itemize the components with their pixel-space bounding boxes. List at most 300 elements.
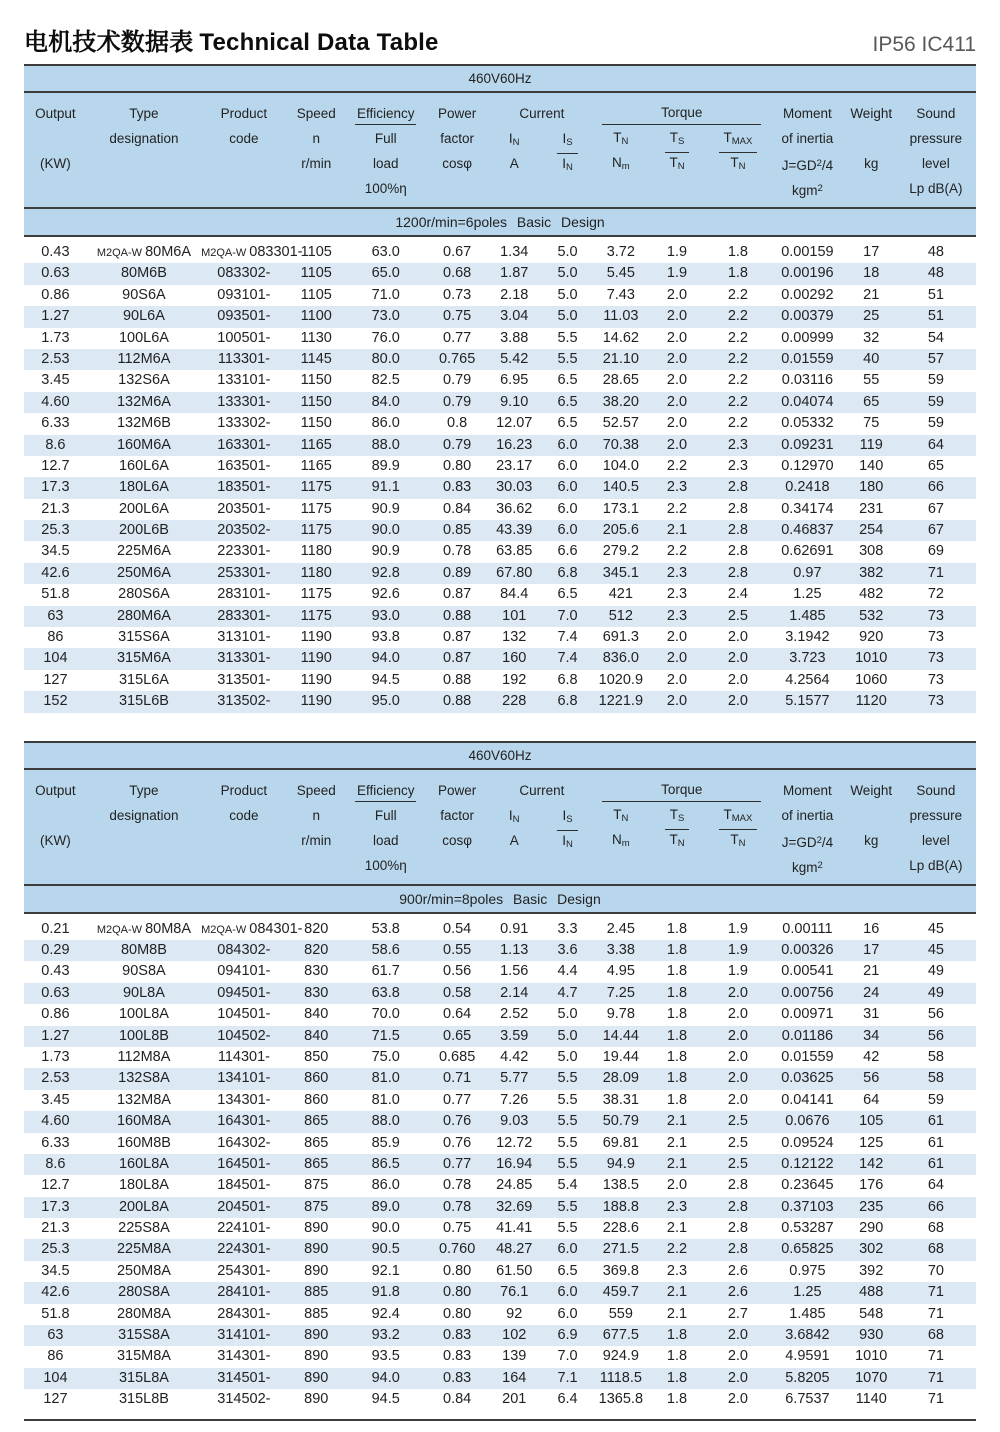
table-cell: 90.9	[371, 500, 400, 517]
table-cell: 2.3	[666, 1198, 688, 1215]
table-cell: 1105	[300, 244, 332, 260]
table-cell: 0.85	[443, 522, 472, 539]
table-cell: 160	[502, 650, 527, 667]
table-row	[24, 306, 976, 327]
table-row	[24, 1282, 976, 1303]
table-cell: 0.8	[447, 415, 468, 432]
table-cell: 924.9	[602, 1348, 639, 1365]
table-cell: 0.46837	[781, 522, 834, 539]
table-row	[24, 1261, 976, 1282]
table-cell: 68	[927, 1220, 944, 1237]
table-cell: 5.4	[557, 1177, 578, 1194]
table-cell: 1.34	[500, 244, 529, 260]
table-cell: 85.9	[371, 1134, 400, 1151]
table-cell: 42.6	[41, 564, 70, 581]
table-cell: 0.01186	[781, 1027, 834, 1044]
table-cell: 67	[927, 500, 944, 517]
table-cell: 2.2	[666, 543, 688, 560]
table-cell: 315L8B	[118, 1391, 169, 1408]
table-cell: 860	[304, 1091, 329, 1108]
table-cell: 163501-	[217, 457, 271, 474]
table-cell: 224301-	[217, 1241, 271, 1258]
table-cell: 2.0	[727, 629, 749, 646]
table-cell: 0.91	[500, 920, 529, 937]
table-cell: 677.5	[602, 1327, 639, 1344]
table-cell: 0.00999	[781, 329, 834, 346]
column-headers	[24, 770, 976, 884]
table-cell: 1.8	[666, 1327, 688, 1344]
table-cell: 512	[608, 607, 633, 624]
table-cell: 0.12122	[781, 1155, 834, 1172]
table-cell: 0.77	[443, 329, 472, 346]
table-cell: 80M8B	[120, 941, 167, 958]
spacer	[24, 126, 87, 151]
table-cell: 86	[47, 629, 64, 646]
table-cell: 382	[859, 564, 884, 581]
table-cell: 5.42	[500, 350, 529, 367]
table-cell: 5.5	[557, 1091, 578, 1108]
table-cell: 1.8	[666, 920, 688, 937]
table-cell: 1.8	[727, 265, 749, 282]
table-cell: 164301-	[217, 1113, 271, 1130]
table-cell: 2.6	[727, 1262, 749, 1279]
table-cell: 12.7	[41, 1177, 70, 1194]
table-cell: 6.0	[557, 1241, 578, 1258]
table-cell: 42	[863, 1048, 880, 1065]
table-cell: 9.03	[500, 1113, 529, 1130]
table-cell: 2.2	[727, 393, 749, 410]
title-chinese: 电机技术数据表	[24, 29, 194, 56]
table-cell: 0.83	[443, 479, 472, 496]
table-cell: 142	[859, 1155, 884, 1172]
table-cell: 92.4	[371, 1305, 400, 1322]
table-cell: 5.5	[557, 1070, 578, 1087]
table-cell: 133301-	[217, 393, 271, 410]
table-cell: 25	[863, 308, 880, 325]
table-cell: 3.723	[789, 650, 826, 667]
col-output-label: Output	[35, 106, 76, 121]
table-cell: 66	[927, 1198, 944, 1215]
table-cell: 0.765	[438, 350, 476, 367]
table-cell: 188.8	[602, 1198, 639, 1215]
table-cell: 392	[859, 1262, 884, 1279]
table-cell: 0.975	[789, 1262, 826, 1279]
table-cell: 81.0	[371, 1070, 400, 1087]
table-cell: 93.2	[371, 1327, 400, 1344]
table-cell: 201	[502, 1391, 527, 1408]
table-cell: 28.09	[602, 1070, 639, 1087]
table-cell: 345.1	[602, 564, 639, 581]
table-cell: 5.5	[557, 1113, 578, 1130]
table-cell: 19.44	[602, 1048, 639, 1065]
table-cell: 56	[927, 1027, 944, 1044]
table-cell: 21.10	[602, 350, 639, 367]
table-cell: M2QA-W 084301-	[201, 920, 303, 937]
table-cell: 1175	[300, 586, 332, 603]
table-cell: 1175	[300, 522, 332, 539]
table-cell: 223301-	[217, 543, 271, 560]
table-row	[24, 584, 976, 605]
table-cell: 084302-	[217, 941, 271, 958]
table-cell: 12.07	[496, 415, 533, 432]
table-cell: 1.9	[727, 941, 749, 958]
table-cell: 2.0	[727, 693, 749, 710]
table-cell: 2.0	[666, 350, 688, 367]
table-cell: 51.8	[41, 586, 70, 603]
table-cell: 314101-	[217, 1327, 271, 1344]
table-cell: 6.8	[557, 693, 578, 710]
table-cell: 94.0	[371, 650, 400, 667]
table-cell: 5.5	[557, 1220, 578, 1237]
table-cell: 152	[43, 693, 68, 710]
col-power-factor: Power factor cosφ	[437, 106, 477, 171]
table-cell: 38.20	[602, 393, 639, 410]
col-output	[24, 778, 87, 878]
table-cell: M2QA-W 80M8A	[96, 920, 192, 937]
table-cell: 100L8B	[118, 1027, 169, 1044]
table-cell: 25.3	[41, 1241, 70, 1258]
table-cell: 40	[863, 350, 880, 367]
table-cell: 1.8	[666, 1048, 688, 1065]
table-cell: 5.0	[557, 1048, 578, 1065]
table-cell: 6.4	[557, 1391, 578, 1408]
col-group-torque: Torque $T_N$ $N_m$ $T_S$ $T_N$ $T_{MAX}$ $T_N$	[595, 778, 768, 878]
table-cell: 225M6A	[116, 543, 171, 560]
table-cell: 280M6A	[116, 607, 171, 624]
table-cell: 71	[927, 1305, 944, 1322]
table-cell: 3.88	[500, 329, 529, 346]
col-torque-ratio-tmax: $T_{MAX}$ $T_N$	[707, 802, 768, 852]
table-cell: 083302-	[217, 265, 271, 282]
table-cell: 225M8A	[116, 1241, 171, 1258]
table-cell: 890	[304, 1241, 329, 1258]
table-cell: 0.68	[443, 265, 472, 282]
table-cell: 2.2	[727, 308, 749, 325]
table-row	[24, 1133, 976, 1154]
table-cell: 17.3	[41, 479, 70, 496]
table-cell: 094501-	[217, 984, 271, 1001]
table-cell: 73	[927, 629, 944, 646]
table-cell: 0.78	[443, 1177, 472, 1194]
spacer	[24, 803, 87, 828]
table-row	[24, 349, 976, 370]
table-cell: 5.0	[557, 1027, 578, 1044]
table-cell: 2.0	[666, 1177, 688, 1194]
table-row	[24, 961, 976, 982]
table-cell: 313501-	[217, 671, 271, 688]
table-cell: 63.8	[371, 984, 400, 1001]
table-cell: 2.1	[666, 1284, 688, 1301]
table-cell: 1060	[855, 671, 888, 688]
table-cell: 1.56	[500, 963, 529, 980]
table-cell: 2.0	[666, 693, 688, 710]
table-cell: 70	[927, 1262, 944, 1279]
table-cell: 532	[859, 607, 884, 624]
table-cell: 6.5	[557, 586, 578, 603]
table-cell: 2.7	[727, 1305, 749, 1322]
table-cell: 1.9	[727, 963, 749, 980]
table-cell: 2.4	[727, 586, 749, 603]
table-cell: 51	[927, 286, 944, 303]
table-cell: 2.0	[666, 329, 688, 346]
table-cell: 71	[927, 1284, 944, 1301]
table-cell: 6.33	[41, 415, 70, 432]
table-cell: 6.0	[557, 436, 578, 453]
table-row	[24, 242, 976, 263]
table-cell: 5.0	[557, 244, 578, 260]
table-cell: 0.03625	[781, 1070, 834, 1087]
table-cell: 0.23645	[781, 1177, 834, 1194]
table-cell: 59	[927, 1091, 944, 1108]
table-cell: 0.2418	[785, 479, 830, 496]
table-cell: 61	[927, 1134, 944, 1151]
table-cell: 3.04	[500, 308, 529, 325]
table-cell: 91.1	[371, 479, 400, 496]
table-cell: 80.0	[371, 350, 400, 367]
table-cell: 0.03116	[781, 372, 834, 389]
table-cell: 132	[502, 629, 527, 646]
table-cell: 6.0	[557, 522, 578, 539]
table-cell: 279.2	[602, 543, 639, 560]
table-cell: 1.485	[789, 607, 826, 624]
table-cell: 5.1577	[785, 693, 830, 710]
table-cell: 1.8	[666, 1391, 688, 1408]
table-row	[24, 648, 976, 669]
table-cell: 5.0	[557, 286, 578, 303]
table-cell: 5.45	[606, 265, 635, 282]
table-cell: 21.3	[41, 1220, 70, 1237]
table-cell: 76.1	[500, 1284, 529, 1301]
table-cell: 6.0	[557, 479, 578, 496]
table-cell: 1.485	[789, 1305, 826, 1322]
table-cell: 271.5	[602, 1241, 639, 1258]
table-cell: 1.9	[666, 244, 688, 260]
table-cell: 90.0	[371, 1220, 400, 1237]
table-cell: 0.64	[443, 1006, 472, 1023]
table-cell: 61	[927, 1155, 944, 1172]
table-cell: 65	[863, 393, 880, 410]
table-cell: 3.59	[500, 1027, 529, 1044]
table-cell: 3.6842	[785, 1327, 830, 1344]
pole-design-band: 1200r/min=6poles Basic Design	[24, 207, 976, 237]
table-cell: 68	[927, 1327, 944, 1344]
table-cell: 7.43	[606, 286, 635, 303]
table-cell: 1190	[300, 650, 332, 667]
table-cell: 1.73	[41, 329, 70, 346]
table-cell: 314501-	[217, 1369, 271, 1386]
table-cell: 93.8	[371, 629, 400, 646]
table-row	[24, 392, 976, 413]
table-row	[24, 1026, 976, 1047]
table-cell: 1020.9	[598, 671, 644, 688]
col-current-ratio: $I_S$ $I_N$	[540, 126, 595, 176]
table-cell: 4.2564	[785, 671, 830, 688]
table-cell: 0.63	[41, 984, 70, 1001]
table-cell: 32	[863, 329, 880, 346]
col-moment-of-inertia: Moment of inertia $J=GD^2/4$ kgm$^2$	[781, 782, 834, 875]
table-cell: 225S8A	[118, 1220, 170, 1237]
col-output-unit: (KW)	[40, 156, 71, 171]
table-cell: 2.2	[727, 350, 749, 367]
table-cell: 2.53	[41, 1070, 70, 1087]
table-cell: 17	[863, 941, 880, 958]
table-cell: 228.6	[602, 1220, 639, 1237]
table-cell: 41.41	[496, 1220, 533, 1237]
table-cell: 0.43	[41, 244, 70, 260]
table-cell: 90S6A	[122, 286, 166, 303]
table-cell: 865	[304, 1113, 329, 1130]
table-cell: 48	[927, 244, 944, 260]
table-cell: 57	[927, 350, 944, 367]
table-body	[24, 237, 976, 713]
table-cell: 0.685	[438, 1048, 476, 1065]
table-cell: 283301-	[217, 607, 271, 624]
table-cell: 16.94	[496, 1155, 533, 1172]
table-row	[24, 328, 976, 349]
table-cell: 88.0	[371, 1113, 400, 1130]
table-cell: 204501-	[217, 1198, 271, 1215]
table-cell: 6.0	[557, 1305, 578, 1322]
table-cell: 2.3	[666, 1262, 688, 1279]
table-cell: 17.3	[41, 1198, 70, 1215]
table-cell: 0.75	[443, 308, 472, 325]
table-cell: 104502-	[217, 1027, 271, 1044]
table-cell: 2.3	[727, 436, 749, 453]
table-cell: 61.50	[496, 1262, 533, 1279]
table-cell: 48.27	[496, 1241, 533, 1258]
table-cell: 100L8A	[118, 1006, 169, 1023]
table-cell: 5.5	[557, 329, 578, 346]
col-output-label: Output	[35, 782, 76, 798]
table-row	[24, 263, 976, 284]
table-row	[24, 285, 976, 306]
table-cell: 5.0	[557, 1006, 578, 1023]
table-cell: 3.45	[41, 372, 70, 389]
table-cell: 6.8	[557, 671, 578, 688]
table-cell: 0.67	[443, 244, 472, 260]
table-cell: 164	[502, 1369, 527, 1386]
table-cell: 1.73	[41, 1048, 70, 1065]
table-cell: 0.37103	[781, 1198, 834, 1215]
table-cell: 90.9	[371, 543, 400, 560]
table-cell: 132S6A	[118, 372, 170, 389]
table-cell: 1180	[300, 564, 332, 581]
table-cell: 2.5	[727, 607, 749, 624]
table-cell: 2.14	[500, 984, 529, 1001]
table-cell: 2.0	[666, 650, 688, 667]
table-cell: 224101-	[217, 1220, 271, 1237]
table-cell: 6.33	[41, 1134, 70, 1151]
table-cell: 0.80	[443, 1262, 472, 1279]
table-cell: 59	[927, 372, 944, 389]
table-cell: 1010	[855, 650, 888, 667]
model-prefix: M2QA-W	[96, 247, 143, 259]
table-cell: 0.01559	[781, 350, 834, 367]
table-cell: 830	[304, 984, 329, 1001]
table-cell: 840	[304, 1006, 329, 1023]
table-cell: 0.88	[443, 693, 472, 710]
table-cell: 132M6A	[116, 393, 171, 410]
table-cell: 1.8	[666, 1070, 688, 1087]
table-cell: 45	[927, 920, 944, 937]
table-row	[24, 499, 976, 520]
table-cell: 5.0	[557, 308, 578, 325]
table-cell: 0.05332	[781, 415, 834, 432]
table-cell: 2.3	[666, 586, 688, 603]
col-type: Type designation	[109, 106, 179, 146]
table-cell: 180	[859, 479, 884, 496]
table-cell: 1.13	[500, 941, 529, 958]
table-cell: 0.76	[443, 1113, 472, 1130]
spacer	[846, 803, 896, 828]
col-weight: Weight kg	[846, 101, 896, 201]
table-cell: 0.79	[443, 372, 472, 389]
table-cell: 25.3	[41, 522, 70, 539]
table-row	[24, 477, 976, 498]
table-cell: 84.4	[500, 586, 529, 603]
table-cell: 7.25	[606, 984, 635, 1001]
table-cell: 930	[859, 1327, 884, 1344]
col-efficiency: Efficiency Full load 100%η	[346, 778, 426, 878]
title-english: Technical Data Table	[199, 29, 439, 56]
table-cell: 184501-	[217, 1177, 271, 1194]
table-cell: 2.5	[727, 1155, 749, 1172]
table-cell: M2QA-W 083301-	[201, 244, 303, 260]
table-cell: 1175	[300, 607, 332, 624]
table-cell: 34	[863, 1027, 880, 1044]
table-cell: 2.6	[727, 1284, 749, 1301]
table-cell: 890	[304, 1220, 329, 1237]
table-cell: 0.43	[41, 963, 70, 980]
table-cell: 42.6	[41, 1284, 70, 1301]
table-cell: 284101-	[217, 1284, 271, 1301]
table-cell: 482	[859, 586, 884, 603]
table-cell: 71	[927, 564, 944, 581]
col-speed: Speed n r/min	[296, 782, 336, 848]
table-cell: 21	[863, 963, 880, 980]
col-torque-tn: $T_N$ $N_m$	[612, 806, 630, 849]
table-cell: 59	[927, 393, 944, 410]
table-cell: 875	[304, 1177, 329, 1194]
table-cell: 1.87	[500, 265, 529, 282]
table-cell: 73	[927, 607, 944, 624]
table-cell: 0.09231	[781, 436, 834, 453]
table-cell: 2.0	[727, 1369, 749, 1386]
table-cell: 5.5	[557, 1134, 578, 1151]
table-cell: 4.4	[557, 963, 578, 980]
table-cell: 205.6	[602, 522, 639, 539]
table-cell: 80M6B	[120, 265, 167, 282]
table-cell: 3.45	[41, 1091, 70, 1108]
model-prefix: M2QA-W	[201, 247, 247, 259]
table-cell: 0.78	[443, 1198, 472, 1215]
col-moment-of-inertia: Moment of inertia $J=GD^2/4$ kgm$^2$	[781, 106, 834, 198]
table-row	[24, 1090, 976, 1111]
table-cell: 2.3	[727, 457, 749, 474]
table-cell: 1150	[300, 372, 332, 389]
table-cell: 50.79	[602, 1113, 639, 1130]
table-row	[24, 606, 976, 627]
table-cell: 200L6B	[118, 522, 169, 539]
table-cell: 4.60	[41, 393, 70, 410]
table-cell: 0.79	[443, 393, 472, 410]
col-product-code: Product code	[220, 782, 268, 823]
table-cell: 302	[859, 1241, 884, 1258]
table-cell: 5.5	[557, 1155, 578, 1172]
table-cell: 21.3	[41, 500, 70, 517]
table-cell: 6.0	[557, 1284, 578, 1301]
table-cell: 63	[47, 1327, 64, 1344]
